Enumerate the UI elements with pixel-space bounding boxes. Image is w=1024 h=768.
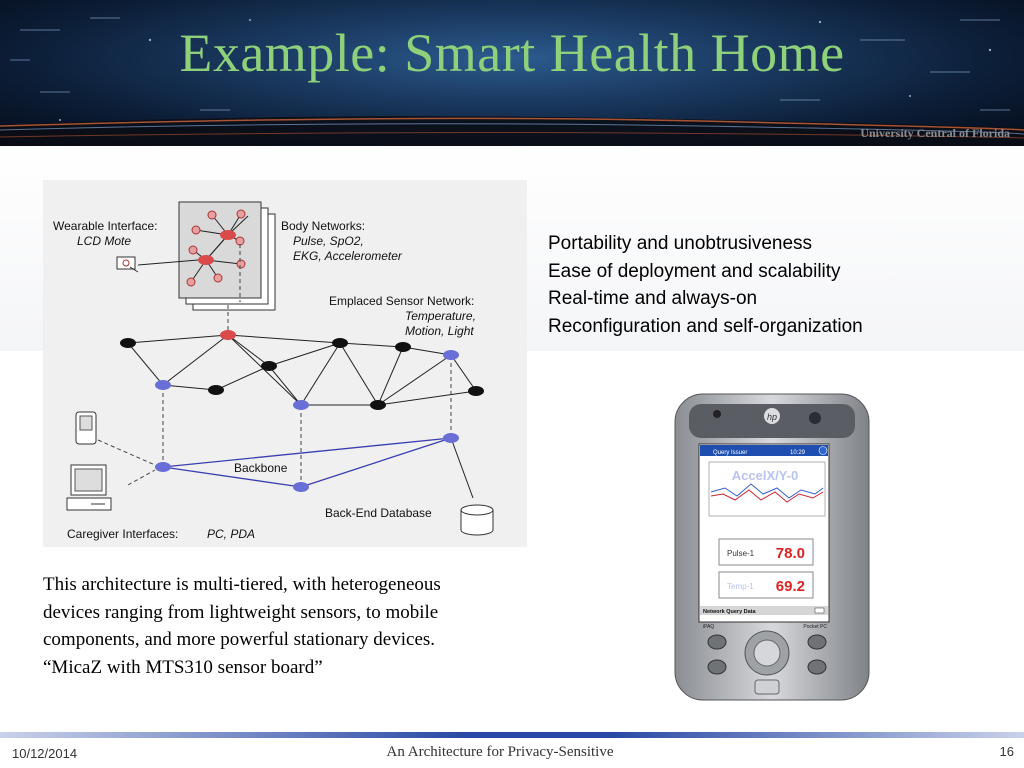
feature-item: Reconfiguration and self-organization bbox=[548, 315, 863, 337]
description-line: devices ranging from lightweight sensors, to mobile bbox=[43, 601, 439, 623]
caregiver-devices-label: PC, PDA bbox=[207, 527, 256, 541]
backbone-label: Backbone bbox=[234, 461, 288, 475]
pda-photo bbox=[665, 384, 879, 707]
slide-title: Example: Smart Health Home bbox=[179, 23, 845, 83]
caregiver-interfaces-label: Caregiver Interfaces: bbox=[67, 527, 179, 541]
feature-item: Ease of deployment and scalability bbox=[548, 260, 841, 282]
pda-brand-left: iPAQ bbox=[703, 624, 715, 630]
pda-dpad-center bbox=[754, 640, 780, 666]
emplaced-sensors-1: Temperature, bbox=[405, 309, 476, 323]
body-hub-node bbox=[220, 230, 236, 240]
footer-divider bbox=[0, 732, 1024, 738]
pda-brand-right: Pocket PC bbox=[803, 624, 827, 630]
pda-led-icon bbox=[713, 410, 721, 418]
pda-sync-connector bbox=[755, 680, 779, 694]
emplaced-sensor-label: Emplaced Sensor Network: bbox=[329, 294, 475, 308]
pc-computer-icon bbox=[67, 465, 111, 510]
feature-item: Real-time and always-on bbox=[548, 288, 758, 309]
lcd-mote-icon bbox=[117, 257, 138, 272]
slide-number: 16 bbox=[999, 744, 1014, 759]
footer-title: An Architecture for Privacy-Sensitive bbox=[386, 744, 614, 760]
architecture-diagram bbox=[43, 180, 527, 547]
pda-reading-label-1: Pulse-1 bbox=[727, 549, 755, 558]
backbone-edges bbox=[163, 438, 451, 487]
feature-item: Portability and unobtrusiveness bbox=[548, 233, 813, 254]
lcd-mote-label: LCD Mote bbox=[77, 234, 132, 248]
database-link bbox=[451, 438, 473, 498]
pda-speaker-icon bbox=[809, 412, 821, 424]
emplaced-network-edges bbox=[128, 335, 476, 405]
architecture-description bbox=[43, 571, 543, 681]
body-hub-node-2 bbox=[198, 255, 214, 265]
pda-inbox-button bbox=[808, 635, 826, 649]
pda-keyboard-icon bbox=[815, 608, 824, 613]
footer-date: 10/12/2014 bbox=[12, 746, 78, 761]
pda-clock: 10:29 bbox=[789, 450, 805, 456]
pda-reading-value-2: 69.2 bbox=[775, 578, 805, 595]
backbone-nodes bbox=[155, 350, 459, 492]
pda-illustration bbox=[665, 384, 879, 707]
gateway-node bbox=[220, 330, 236, 340]
pda-status-text: Network Query Data bbox=[703, 609, 756, 615]
pda-app-title: Query Issuer bbox=[713, 450, 748, 456]
organization-name: University Central of Florida bbox=[860, 126, 1010, 140]
body-networks-sensors-1: Pulse, SpO2, bbox=[293, 234, 364, 248]
pda-calendar-button bbox=[708, 635, 726, 649]
network-diagram-svg bbox=[43, 180, 527, 547]
body-networks-sensors-2: EKG, Accelerometer bbox=[293, 249, 402, 263]
description-line: “MicaZ with MTS310 sensor board” bbox=[43, 656, 323, 678]
feature-list bbox=[548, 230, 863, 340]
description-line: components, and more powerful stationary devices. bbox=[43, 629, 436, 650]
pda-close-icon bbox=[819, 447, 827, 455]
pda-contacts-button bbox=[708, 660, 726, 674]
database-label: Back-End Database bbox=[325, 506, 432, 520]
body-networks-label: Body Networks: bbox=[281, 219, 366, 233]
pda-home-button bbox=[808, 660, 826, 674]
hp-logo-text: hp bbox=[766, 412, 778, 422]
wearable-interface-label: Wearable Interface: bbox=[53, 219, 158, 233]
pda-plot-label: AccelX/Y-0 bbox=[731, 468, 799, 483]
pda-reading-value-1: 78.0 bbox=[775, 545, 805, 562]
emplaced-sensor-nodes bbox=[120, 338, 484, 410]
description-line: This architecture is multi-tiered, with heterogeneous bbox=[43, 574, 441, 595]
pda-reading-label-2: Temp-1 bbox=[727, 582, 754, 591]
slide-header bbox=[0, 0, 1024, 146]
database-icon bbox=[461, 505, 493, 535]
emplaced-sensors-2: Motion, Light bbox=[405, 324, 474, 338]
pda-device-icon bbox=[76, 412, 96, 444]
